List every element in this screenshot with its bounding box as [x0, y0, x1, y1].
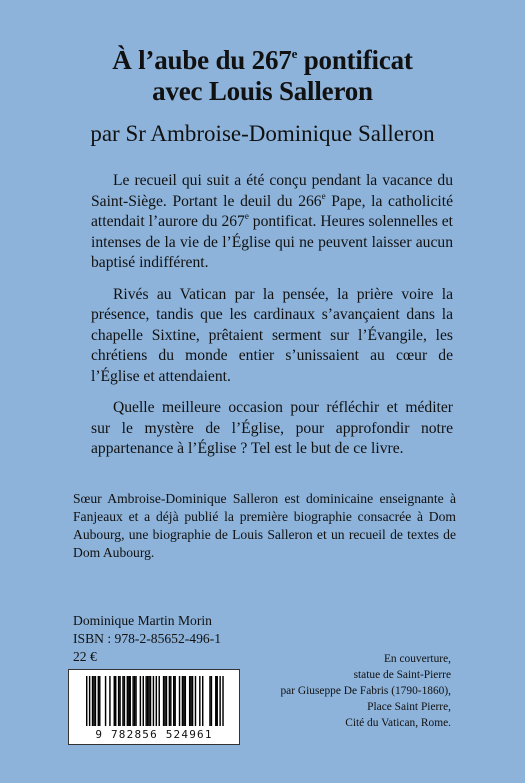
blurb-paragraph-1: Le recueil qui suit a été conçu pendant la vacance du Saint-Siège. Portant le deuil du 266e Pape, la catholicité attendait l’aurore du 267e pontificat. Heures solennelles et intenses de la vie de l’Église qui ne peuvent laisser aucun baptisé indifférent.	[91, 172, 453, 271]
title-line-2: avec Louis Salleron	[152, 76, 373, 106]
cover-credit-line: En couverture,	[383, 653, 451, 665]
barcode-bar	[132, 676, 133, 726]
barcode-bar	[135, 676, 136, 726]
publisher-info	[73, 612, 221, 666]
barcode-bar	[134, 676, 135, 726]
cover-credit-line: par Giuseppe De Fabris (1790-1860),	[280, 685, 451, 697]
barcode-bar	[114, 676, 115, 726]
publisher-name: Dominique Martin Morin	[73, 613, 212, 628]
barcode-bar	[163, 676, 164, 726]
barcode-bar	[145, 676, 146, 726]
barcode-bar	[95, 676, 96, 726]
blurb-paragraph-2: Rivés au Vatican par la pensée, la prière voire la présence, tandis que les cardinaux s’avançaient dans la chapelle Sixtine, prêtaient serment sur l’Évangile, les chrétiens du monde entier s’unissaient au cœur de l’Église et attendaient.	[91, 285, 453, 385]
barcode-bar	[156, 676, 157, 726]
barcode-bar	[170, 676, 171, 726]
barcode-bar	[89, 676, 90, 726]
author-bio: Sœur Ambroise-Dominique Salleron est dominicaine enseignante à Fanjeaux et a déjà publié la première biographie consacrée à Dom Aubourg, une biographie de Louis Salleron et un recueil de textes de Dom Aubourg.	[73, 491, 456, 560]
barcode-bar	[215, 676, 216, 726]
barcode-bar	[195, 676, 196, 726]
barcode-bar	[153, 676, 154, 726]
barcode-bar	[182, 676, 183, 726]
barcode-bar	[222, 676, 223, 726]
barcode-bar	[169, 676, 170, 726]
barcode-bar	[99, 676, 100, 726]
price: 22 €	[73, 649, 97, 664]
barcode-bar	[192, 676, 193, 726]
barcode-bar	[202, 676, 203, 726]
barcode-bar	[122, 676, 123, 726]
author-subtitle: par Sr Ambroise-Dominique Salleron	[90, 121, 435, 146]
barcode-bar	[140, 676, 141, 726]
barcode-bar	[128, 676, 129, 726]
cover-credit-line: Place Saint Pierre,	[367, 701, 451, 713]
barcode-bar	[105, 676, 106, 726]
barcode-bar	[93, 676, 94, 726]
title-line-1: À l’aube du 267e pontificat	[112, 45, 413, 75]
barcode-bar	[86, 676, 87, 726]
barcode-bar	[219, 676, 220, 726]
barcode-bar	[183, 676, 184, 726]
barcode-bar	[189, 676, 190, 726]
barcode-bar	[173, 676, 174, 726]
isbn: ISBN : 978-2-85652-496-1	[73, 631, 222, 646]
barcode-bar	[115, 676, 116, 726]
barcode-bar	[199, 676, 200, 726]
barcode-bar	[119, 676, 120, 726]
barcode-bar	[127, 676, 128, 726]
barcode-bar	[185, 676, 186, 726]
blurb-paragraph-3: Quelle meilleure occasion pour réfléchir et méditer sur le mystère de l’Église, pour approfondir notre appartenance à l’Église ? Tel est le but de ce livre.	[91, 399, 453, 457]
barcode	[68, 669, 240, 745]
barcode-bar	[150, 676, 151, 726]
barcode-bar	[217, 676, 218, 726]
barcode-bar	[174, 676, 175, 726]
cover-credit-line: Cité du Vatican, Rome.	[345, 717, 451, 729]
barcode-bar	[164, 676, 165, 726]
blurb	[91, 171, 453, 471]
barcode-bar	[209, 676, 210, 726]
barcode-bar	[109, 676, 110, 726]
barcode-bar	[98, 676, 99, 726]
barcode-bar	[130, 676, 131, 726]
barcode-bar	[211, 676, 212, 726]
barcode-bar	[179, 676, 180, 726]
barcode-bar	[118, 676, 119, 726]
barcode-digits: 9 782856 524961	[95, 728, 213, 741]
barcode-bar	[166, 676, 167, 726]
barcode-bar	[143, 676, 144, 726]
barcode-bar	[92, 676, 93, 726]
cover-credit-line: statue de Saint-Pierre	[353, 669, 451, 681]
barcode-bar	[190, 676, 191, 726]
barcode-bar	[148, 676, 149, 726]
cover-credit	[280, 651, 451, 731]
barcode-bar	[147, 676, 148, 726]
barcode-bar	[159, 676, 160, 726]
barcode-bar	[124, 676, 125, 726]
